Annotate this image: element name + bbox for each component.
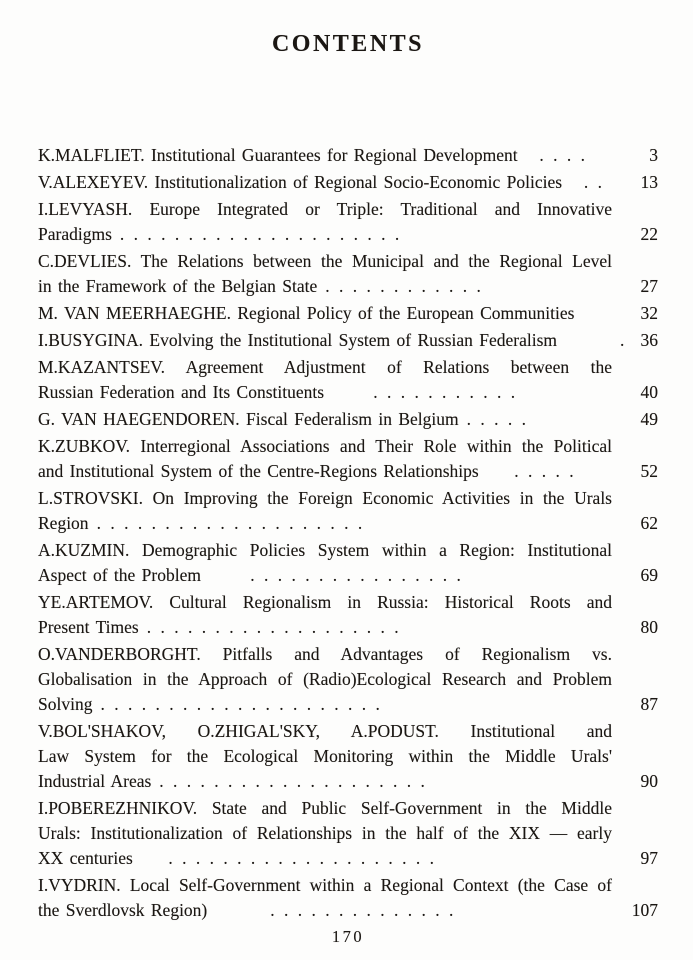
entry-page-number: 80: [640, 617, 658, 637]
entry-last-line: [38, 328, 658, 353]
entry-title-text: Paradigms: [38, 224, 112, 244]
page-title: CONTENTS: [271, 31, 425, 57]
dot-leader: . . . . . . . . . . . . . . . . . . . .: [159, 771, 428, 791]
dot-leader: . . . . . . . . . . .: [332, 382, 518, 402]
toc-entry: [38, 873, 658, 923]
toc-entry: [38, 197, 658, 247]
toc-entry: [38, 249, 658, 299]
entry-last-line: [38, 898, 658, 923]
entry-title-text: in the Framework of the Belgian State: [38, 276, 318, 296]
entry-last-line: [38, 301, 658, 326]
dot-leader: . . . . .: [486, 461, 577, 481]
entry-line: K.ZUBKOV. Interregional Associations and Their Role within the Political: [38, 436, 612, 456]
entry-line: YE.ARTEMOV. Cultural Regionalism in Russia: Historical Roots and: [38, 592, 612, 612]
entry-line: M.KAZANTSEV. Agreement Adjustment of Relations between the: [38, 357, 612, 377]
entry-title-text: G. VAN HAEGENDOREN. Fiscal Federalism in Belgium: [38, 409, 459, 429]
entry-title-text: Present Times: [38, 617, 139, 637]
entry-page-number: 90: [640, 771, 658, 791]
dot-leader: . . . . . . . . . . . . . . . . . . .: [146, 617, 402, 637]
toc-entry: [38, 434, 658, 484]
entry-page-number: 36: [640, 330, 658, 350]
entry-line: Urals: Institutionalization of Relationships in the half of the XIX — early: [38, 823, 612, 843]
entry-page-number: 3: [649, 145, 658, 165]
entry-title-text: K.MALFLIET. Institutional Guarantees for Regional Development: [38, 145, 518, 165]
entry-title-text: XX centuries: [38, 848, 133, 868]
entry-last-line: [38, 143, 658, 168]
dot-leader: . . . .: [525, 145, 588, 165]
entry-page-number: 27: [640, 276, 658, 296]
entry-last-line: [38, 615, 658, 640]
entry-last-line: [38, 846, 658, 871]
toc-entry: [38, 328, 658, 353]
entry-page-number: 13: [640, 172, 658, 192]
entry-last-line: [38, 222, 658, 247]
entry-line: C.DEVLIES. The Relations between the Municipal and the Regional Level: [38, 251, 612, 271]
entry-title-text: the Sverdlovsk Region): [38, 900, 208, 920]
entry-page-number: 40: [640, 382, 658, 402]
entry-title-text: V.ALEXEYEV. Institutionalization of Regional Socio-Economic Policies: [38, 172, 563, 192]
toc-entry: [38, 796, 658, 871]
entry-last-line: [38, 459, 658, 484]
entry-title-text: Region: [38, 513, 89, 533]
toc-entry: [38, 590, 658, 640]
dot-leader: . . . . . . . . . . . .: [325, 276, 484, 296]
entry-last-line: [38, 274, 658, 299]
entry-last-line: [38, 563, 658, 588]
entry-page-number: 69: [640, 565, 658, 585]
toc-entry: [38, 642, 658, 717]
entry-title-text: I.BUSYGINA. Evolving the Institutional System of Russian Federalism: [38, 330, 558, 350]
entry-page-number: 107: [631, 900, 658, 920]
entry-line: Law System for the Ecological Monitoring within the Middle Urals': [38, 746, 612, 766]
dot-leader: . . . . . . . . . . . . . . . . . . . .: [140, 848, 437, 868]
dot-leader: .: [565, 330, 627, 350]
toc-entry: [38, 719, 658, 794]
entry-line: I.LEVYASH. Europe Integrated or Triple: Traditional and Innovative: [38, 199, 612, 219]
entry-title-text: Russian Federation and Its Constituents: [38, 382, 325, 402]
toc-entry: [38, 301, 658, 326]
entry-line: O.VANDERBORGHT. Pitfalls and Advantages of Regionalism vs.: [38, 644, 612, 664]
entry-line: V.BOL'SHAKOV, O.ZHIGAL'SKY, A.PODUST. Institutional and: [38, 721, 612, 741]
entry-title-text: M. VAN MEERHAEGHE. Regional Policy of the European Communities: [38, 303, 575, 323]
entry-page-number: 62: [640, 513, 658, 533]
dot-leader: . . . . . . . . . . . . . . . . . . . . .: [119, 224, 402, 244]
entry-title-text: and Institutional System of the Centre-Regions Relationships: [38, 461, 479, 481]
dot-leader: . . . . . . . . . . . . . . . . . . . .: [96, 513, 365, 533]
entry-title-text: Aspect of the Problem: [38, 565, 201, 585]
entry-last-line: [38, 769, 658, 794]
toc-entry: [38, 538, 658, 588]
toc-entry: [38, 407, 658, 432]
entry-page-number: 52: [640, 461, 658, 481]
entry-page-number: 87: [640, 694, 658, 714]
entry-title-text: Solving: [38, 694, 93, 714]
entry-page-number: 49: [640, 409, 658, 429]
entry-line: A.KUZMIN. Demographic Policies System within a Region: Institutional: [38, 540, 612, 560]
dot-leader: . . . . .: [466, 409, 529, 429]
toc-entry-list: [38, 143, 658, 923]
entry-last-line: [38, 692, 658, 717]
entry-page-number: 32: [640, 303, 658, 323]
toc-entry: [38, 486, 658, 536]
toc-entry: [38, 355, 658, 405]
entry-line: I.VYDRIN. Local Self-Government within a Regional Context (the Case of: [38, 875, 612, 895]
entry-line: I.POBEREZHNIKOV. State and Public Self-Government in the Middle: [38, 798, 612, 818]
entry-line: Globalisation in the Approach of (Radio)Ecological Research and Problem: [38, 669, 612, 689]
footer-page-number: 170: [331, 927, 365, 946]
entry-page-number: 97: [640, 848, 658, 868]
toc-entry: [38, 143, 658, 168]
entry-last-line: [38, 170, 658, 195]
entry-last-line: [38, 407, 658, 432]
entry-page-number: 22: [640, 224, 658, 244]
entry-line: L.STROVSKI. On Improving the Foreign Economic Activities in the Urals: [38, 488, 612, 508]
entry-last-line: [38, 380, 658, 405]
dot-leader: . .: [570, 172, 605, 192]
entry-title-text: Industrial Areas: [38, 771, 152, 791]
dot-leader: . . . . . . . . . . . . . .: [215, 900, 456, 920]
entry-last-line: [38, 511, 658, 536]
dot-leader: . . . . . . . . . . . . . . . .: [208, 565, 464, 585]
toc-entry: [38, 170, 658, 195]
dot-leader: . . . . . . . . . . . . . . . . . . . . .: [100, 694, 383, 714]
